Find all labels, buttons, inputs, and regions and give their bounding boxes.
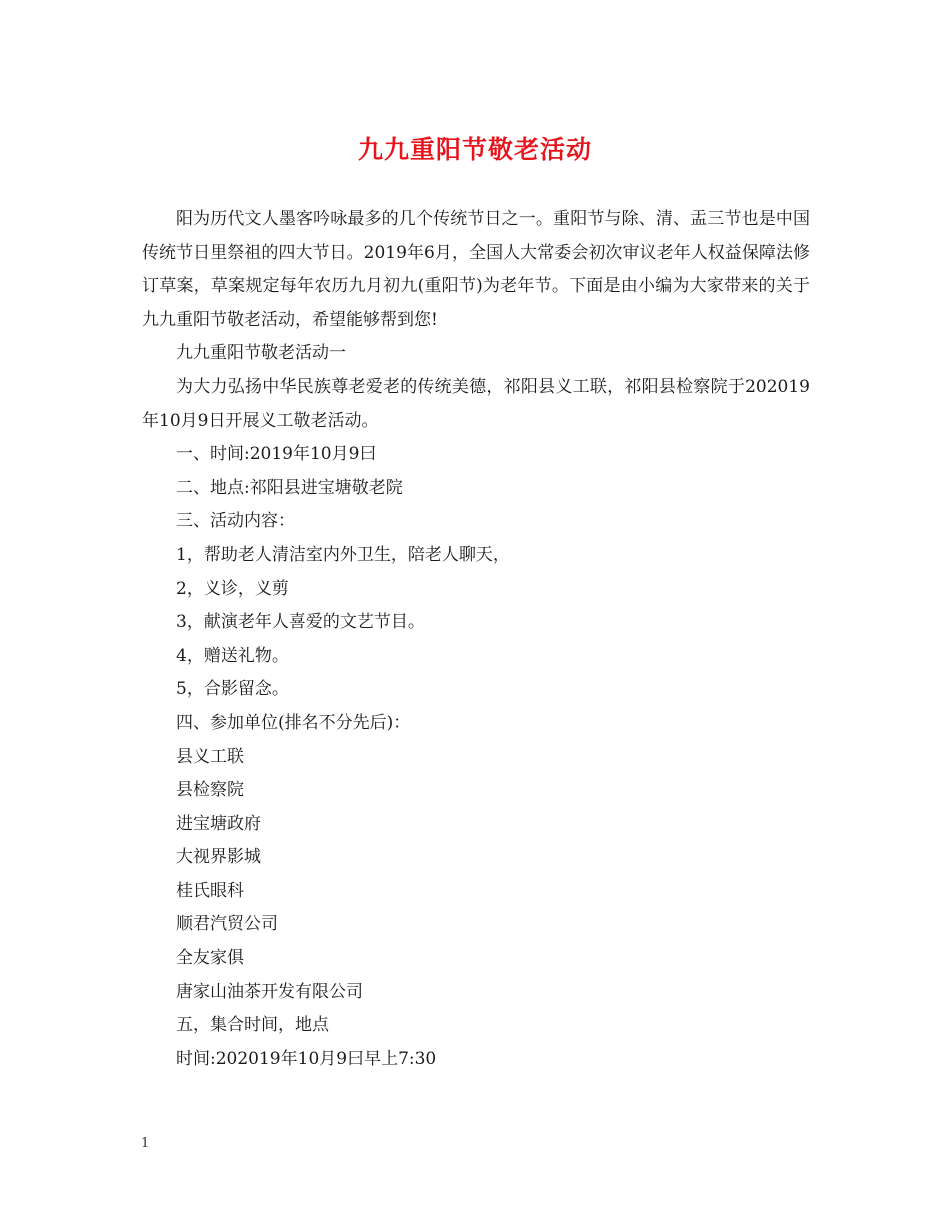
page-number: 1 <box>141 1136 150 1151</box>
document-title: 九九重阳节敬老活动 <box>357 135 592 164</box>
purpose-paragraph: 为大力弘扬中华民族尊老爱老的传统美德，祁阳县义工联，祁阳县检察院于202019年10月9日开展义工敬老活动。 <box>142 376 810 431</box>
document-body <box>142 203 810 1076</box>
participant-item: 全友家俱 <box>176 948 244 969</box>
participant-item: 进宝塘政府 <box>176 813 261 834</box>
participant-item: 县检察院 <box>176 780 244 801</box>
activity-item: 2，义诊，义剪 <box>176 578 289 599</box>
activity-item: 1，帮助老人清洁室内外卫生，陪老人聊天， <box>176 544 510 565</box>
participant-item: 桂氏眼科 <box>176 880 244 901</box>
activity-content-heading: 三、活动内容： <box>176 511 295 532</box>
schedule-location: 二、地点:祁阳县进宝塘敬老院 <box>176 477 403 498</box>
participant-item: 唐家山油茶开发有限公司 <box>176 981 363 1002</box>
section-heading: 九九重阳节敬老活动一 <box>176 343 346 364</box>
participant-item: 顺君汽贸公司 <box>176 914 278 935</box>
schedule-time: 一、时间:2019年10月9曰 <box>176 444 377 465</box>
activity-item: 3，献演老年人喜爱的文艺节目。 <box>176 612 425 633</box>
participant-item: 大视界影城 <box>176 847 261 868</box>
assembly-heading: 五，集合时间，地点 <box>176 1015 329 1036</box>
participants-heading: 四、参加单位(排名不分先后)： <box>176 712 411 733</box>
assembly-time: 时间:202019年10月9曰早上7:30 <box>176 1048 437 1069</box>
intro-paragraph: 阳为历代文人墨客吟咏最多的几个传统节日之一。重阳节与除、清、盂三节也是中国传统节日里祭祖的四大节日。2019年6月，全国人大常委会初次审议老年人权益保障法修订草案，草案规定每年农历九月初九(重阳节)为老年节。下面是由小编为大家带来的关于九九重阳节敬老活动，希望能够帮到您! <box>142 209 810 330</box>
activity-item: 4，赠送礼物。 <box>176 645 289 666</box>
activity-item: 5，合影留念。 <box>176 679 289 700</box>
participant-item: 县义工联 <box>176 746 244 767</box>
